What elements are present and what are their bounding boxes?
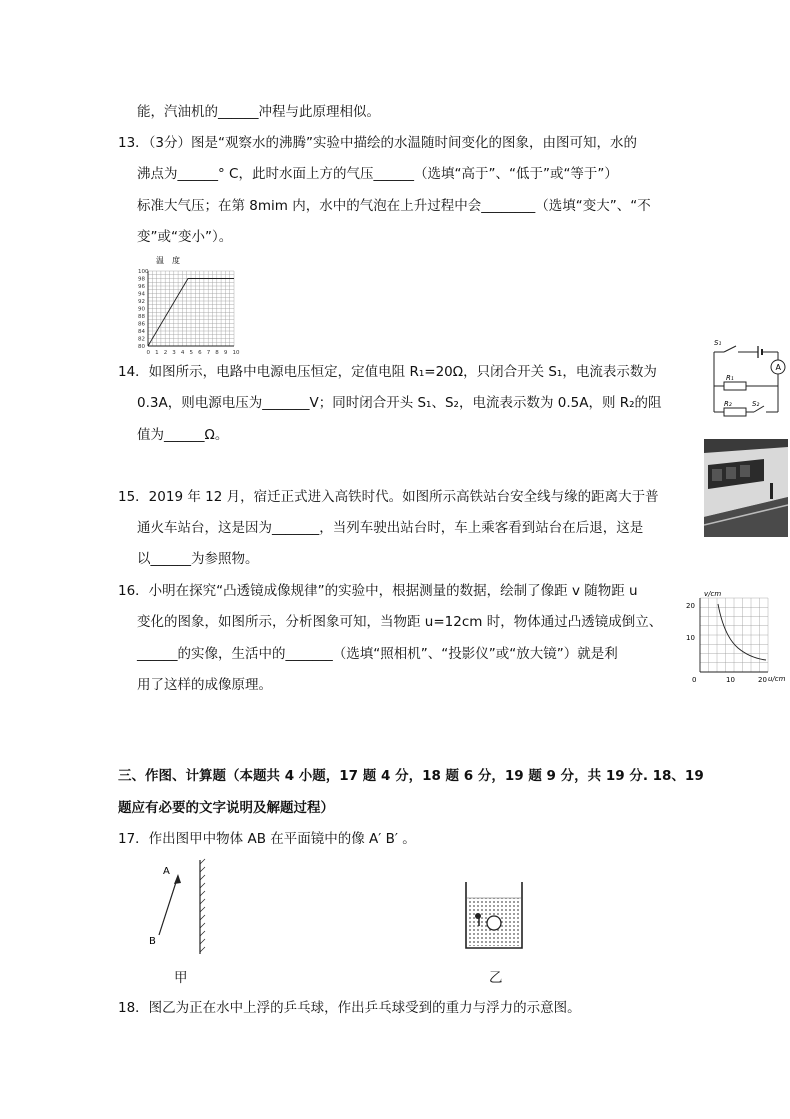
s1-label: S₁ [714,339,722,347]
y-tick: 90 [138,306,145,313]
text-line: 变化的图象，如图所示，分析图象可知，当物距 u=12cm 时，物体通过凸透镜成倒立、 [137,614,663,630]
figure-caption-yi: 乙 [489,970,503,986]
text-line: 标准大气压；在第 8mim 内，水中的气泡在上升过程中会________（选填“变大”、“不 [137,198,651,214]
y-tick: 86 [138,321,145,328]
question-15: 15．2019 年 12 月，宿迁正式进入高铁时代。如图所示高铁站台安全线与缘的距离大于普 [118,489,659,505]
section-heading: 题应有必要的文字说明及解题过程） [118,800,334,816]
question-16: 16．小明在探究“凸透镜成像规律”的实验中，根据测量的数据，绘制了像距 v 随物距 u [118,583,638,599]
circuit-diagram [700,336,788,428]
x-tick: 0 [692,676,697,684]
text-line: 以______为参照物。 [137,551,259,567]
y-tick: 80 [138,344,145,350]
resistor-r2 [724,408,746,416]
text-line: 能，汽油机的______冲程与此原理相似。 [137,104,380,120]
x-tick: 4 [180,350,185,356]
boiling-graph [128,254,243,356]
question-18: 18．图乙为正在水中上浮的乒乓球，作出乒乓球受到的重力与浮力的示意图。 [118,1000,581,1016]
point-b-label: B [149,936,156,947]
x-tick: 10 [726,676,735,684]
question-13: 13．（3分）图是“观察水的沸腾”实验中描绘的水温随时间变化的图象，由图可知，水的 [118,135,638,151]
y-tick: 98 [138,276,145,283]
figure-caption-jia: 甲 [174,970,188,986]
switch-s1 [724,346,736,352]
x-tick: 7 [206,350,211,356]
text-line: 用了这样的成像原理。 [137,677,272,693]
text-line: 沸点为______° C，此时水面上方的气压______（选填“高于”、“低于”或“等于”） [137,166,618,182]
y-tick: 10 [686,634,695,642]
y-tick: 100 [138,269,149,275]
x-tick: 20 [758,676,767,684]
beaker-figure [460,880,528,952]
x-tick: 8 [215,350,219,356]
s2-label: S₂ [752,400,760,408]
y-tick: 92 [138,299,145,305]
train-station-photo [704,439,788,537]
graph-title: 温 度 [156,256,180,265]
y-tick: 20 [686,602,695,610]
x-tick: 1 [155,350,159,356]
object-ab-arrow [159,876,178,935]
text-line: ______的实像，生活中的_______（选填“照相机”、“投影仪”或“放大镜”）就是利 [137,646,618,662]
text-line: 值为______Ω。 [137,427,229,443]
y-tick: 94 [138,291,145,298]
x-tick: 2 [163,350,168,356]
r1-label: R₁ [726,374,734,382]
point-a-label: A [163,866,170,877]
x-tick: 5 [189,350,193,356]
y-axis-label: v/cm [704,590,722,598]
x-axis-label: u/cm [768,675,786,683]
ping-pong-ball [487,916,501,930]
x-tick: 10 [232,350,240,356]
y-tick: 84 [138,329,145,335]
question-14: 14．如图所示，电路中电源电压恒定，定值电阻 R₁=20Ω，只闭合开关 S₁，电流表示数为 [118,364,657,380]
x-tick: 6 [198,350,202,356]
lens-graph [684,588,788,684]
x-tick: 9 [223,350,228,356]
resistor-r1 [724,382,746,390]
section-heading: 三、作图、计算题（本题共 4 小题，17 题 4 分，18 题 6 分，19 题 9 分，共 19 分. 18、19 [118,768,704,784]
y-tick: 82 [138,336,145,343]
mirror-figure [140,858,220,958]
y-tick: 96 [138,284,145,290]
r2-label: R₂ [724,400,732,408]
question-17: 17．作出图甲中物体 AB 在平面镜中的像 A′ B′ 。 [118,831,416,847]
text-line: 变”或“变小”）。 [137,229,233,245]
image-distance-curve [718,604,766,660]
y-tick: 88 [138,314,145,320]
x-tick: 0 [146,350,150,356]
ammeter-label: A [775,363,781,372]
text-line: 0.3A，则电源电压为_______V；同时闭合开头 S₁、S₂，电流表示数为 0.5A，则 R₂的阻 [137,395,662,411]
x-tick: 3 [172,350,176,356]
text-line: 通火车站台，这是因为_______，当列车驶出站台时，车上乘客看到站台在后退，这是 [137,520,644,536]
